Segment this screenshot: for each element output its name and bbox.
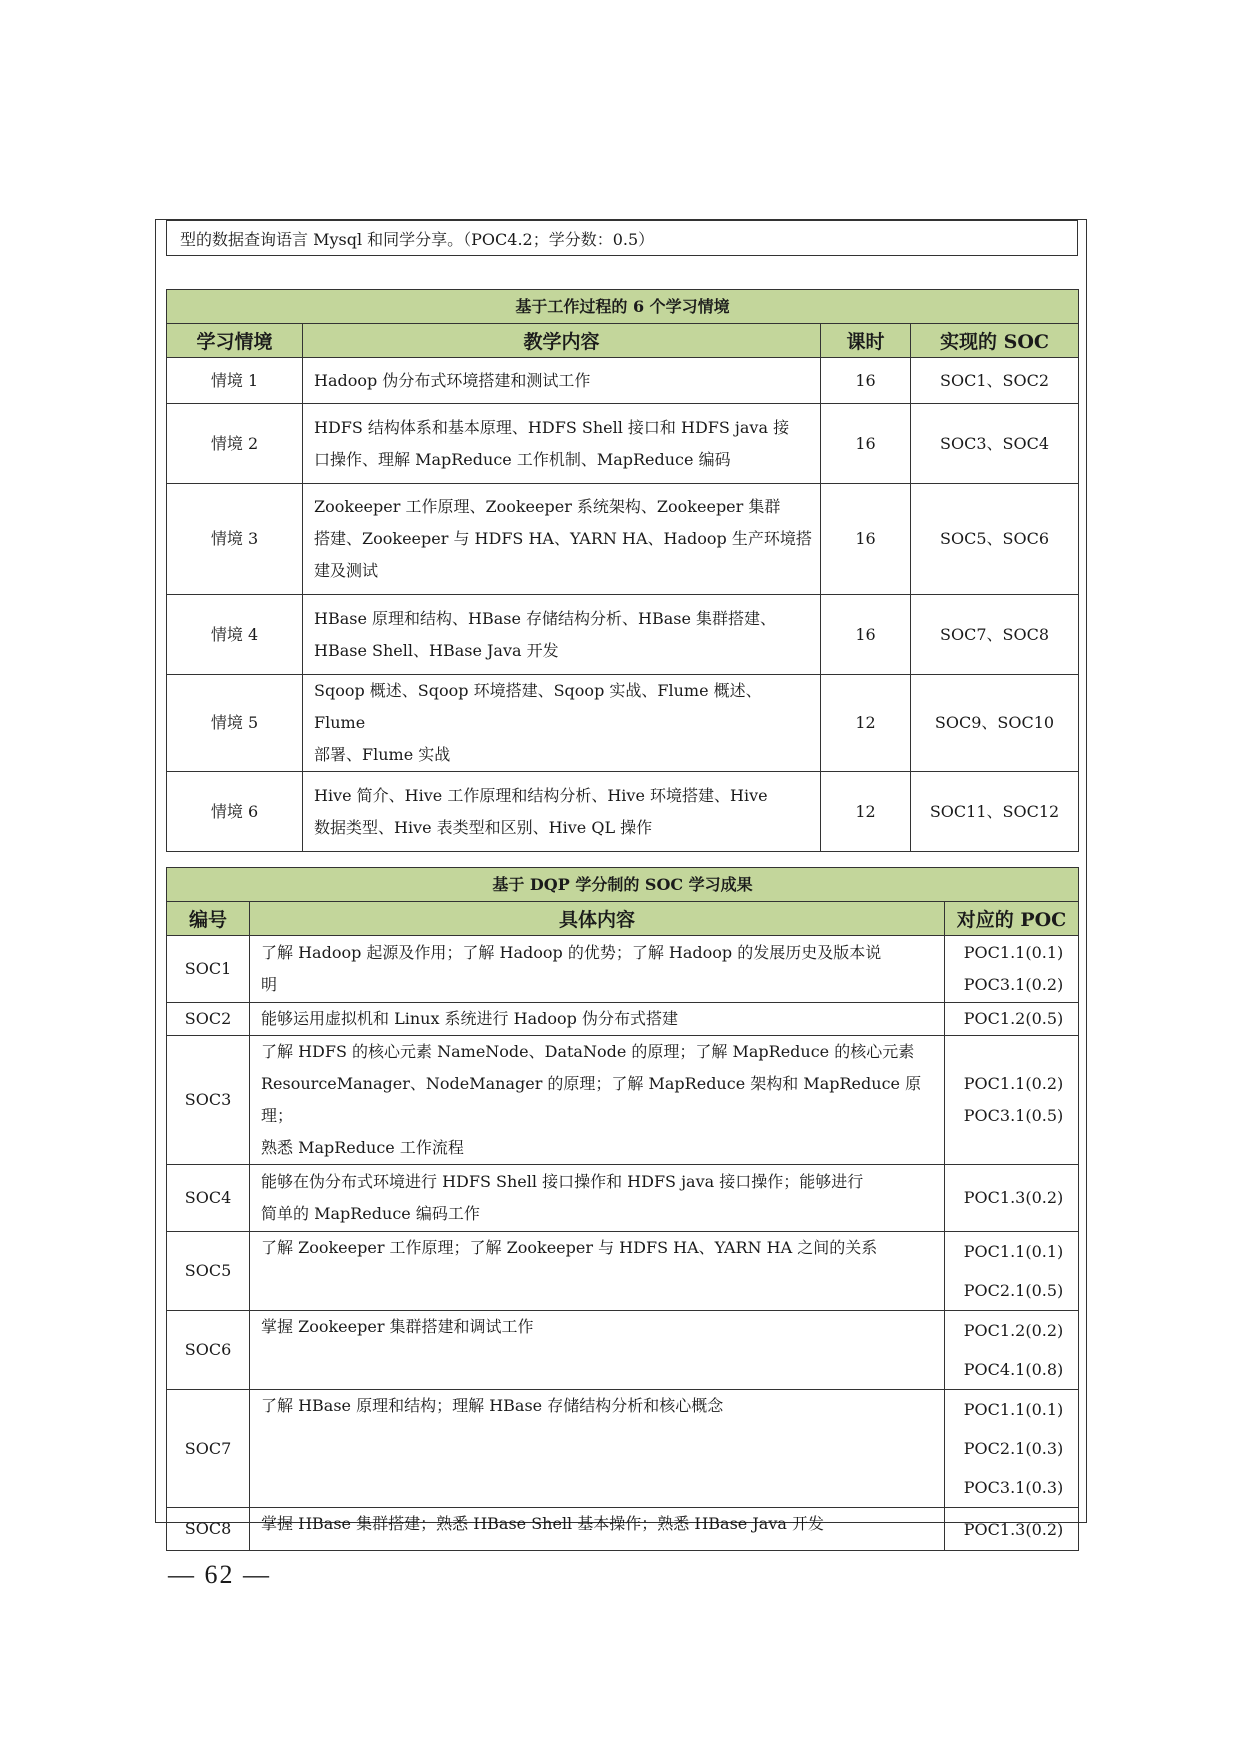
soc-cell: SOC9、SOC10 — [911, 675, 1079, 772]
poc-line: POC3.1(0.2) — [963, 975, 1064, 994]
poc-line: POC3.1(0.3) — [963, 1478, 1064, 1497]
soc-cell: SOC3、SOC4 — [911, 404, 1079, 484]
content-line: 部署、Flume 实战 — [314, 745, 451, 764]
poc-line: POC2.1(0.5) — [963, 1281, 1064, 1300]
soc-id-cell: SOC1 — [167, 936, 250, 1003]
soc-id-cell: SOC6 — [167, 1311, 250, 1390]
poc-cell — [945, 1232, 1079, 1311]
content-line: 搭建、Zookeeper 与 HDFS HA、YARN HA、Hadoop 生产环境搭 — [314, 529, 812, 548]
poc-line: POC1.3(0.2) — [963, 1188, 1064, 1207]
soc-id-cell: SOC4 — [167, 1165, 250, 1232]
content-cell — [250, 1390, 945, 1508]
soc-cell: SOC7、SOC8 — [911, 595, 1079, 675]
content-line: 建及测试 — [314, 561, 379, 580]
poc-cell — [945, 936, 1079, 1003]
content-cell — [303, 358, 821, 404]
soc-cell: SOC1、SOC2 — [911, 358, 1079, 404]
table-row — [167, 1508, 1079, 1551]
content-line: 熟悉 MapReduce 工作流程 — [261, 1138, 464, 1157]
table1-title: 基于工作过程的 6 个学习情境 — [167, 290, 1079, 324]
content-line: 能够运用虚拟机和 Linux 系统进行 Hadoop 伪分布式搭建 — [261, 1009, 678, 1028]
poc-cell — [945, 1003, 1079, 1036]
situation-cell: 情境 6 — [167, 772, 303, 852]
table-row — [167, 404, 1079, 484]
table-row — [167, 1311, 1079, 1390]
table-row — [167, 595, 1079, 675]
page-number: — 62 — — [168, 1560, 271, 1589]
poc-line: POC3.1(0.5) — [963, 1106, 1064, 1125]
continuation-box — [166, 220, 1078, 256]
table-row — [167, 1165, 1079, 1232]
content-line: 简单的 MapReduce 编码工作 — [261, 1204, 480, 1223]
content-cell — [250, 1036, 945, 1165]
poc-line: POC1.1(0.1) — [963, 1400, 1064, 1419]
table-row — [167, 1036, 1079, 1165]
soc-id-cell: SOC8 — [167, 1508, 250, 1551]
content-line: 掌握 Zookeeper 集群搭建和调试工作 — [261, 1317, 534, 1336]
soc-cell: SOC11、SOC12 — [911, 772, 1079, 852]
content-line: ResourceManager、NodeManager 的原理；了解 MapReduce 架构和 MapReduce 原理； — [261, 1074, 922, 1125]
content-line: Hadoop 伪分布式环境搭建和测试工作 — [314, 370, 591, 390]
content-line: 了解 HDFS 的核心元素 NameNode、DataNode 的原理；了解 MapReduce 的核心元素 — [261, 1042, 915, 1061]
situation-cell: 情境 2 — [167, 404, 303, 484]
poc-cell — [945, 1036, 1079, 1165]
content-line: Hive 简介、Hive 工作原理和结构分析、Hive 环境搭建、Hive — [314, 785, 768, 805]
poc-line: POC1.1(0.2) — [963, 1074, 1064, 1093]
content-cell — [250, 1165, 945, 1232]
situation-cell: 情境 5 — [167, 675, 303, 772]
content-line: 了解 Hadoop 起源及作用；了解 Hadoop 的优势；了解 Hadoop 的发展历史及版本说 — [261, 943, 882, 962]
content-cell — [303, 595, 821, 675]
hours-cell: 12 — [821, 772, 911, 852]
poc-line: POC4.1(0.8) — [963, 1360, 1064, 1379]
content-line: HDFS 结构体系和基本原理、HDFS Shell 接口和 HDFS java 接 — [314, 417, 790, 437]
content-line: HBase 原理和结构、HBase 存储结构分析、HBase 集群搭建、 — [314, 608, 777, 628]
content-cell — [303, 772, 821, 852]
hours-cell: 16 — [821, 404, 911, 484]
table1-header-content: 教学内容 — [303, 324, 821, 358]
table-row — [167, 1232, 1079, 1311]
content-cell — [303, 404, 821, 484]
content-line: Zookeeper 工作原理、Zookeeper 系统架构、Zookeeper 集群 — [314, 497, 781, 516]
poc-line: POC1.1(0.1) — [963, 943, 1064, 962]
content-line: 口操作、理解 MapReduce 工作机制、MapReduce 编码 — [314, 449, 731, 469]
content-line: HBase Shell、HBase Java 开发 — [314, 640, 559, 660]
table-row — [167, 484, 1079, 595]
table-row — [167, 675, 1079, 772]
content-line: 能够在伪分布式环境进行 HDFS Shell 接口操作和 HDFS java 接口操作；能够进行 — [261, 1172, 864, 1191]
table2-title: 基于 DQP 学分制的 SOC 学习成果 — [167, 868, 1079, 902]
content-cell — [303, 675, 821, 772]
content-line: 数据类型、Hive 表类型和区别、Hive QL 操作 — [314, 817, 653, 837]
table1-header-hours: 课时 — [821, 324, 911, 358]
situation-cell: 情境 3 — [167, 484, 303, 595]
table-row — [167, 358, 1079, 404]
poc-line: POC1.2(0.2) — [963, 1321, 1064, 1340]
learning-situations-table — [166, 289, 1079, 852]
table-row — [167, 772, 1079, 852]
content-cell — [250, 1508, 945, 1551]
hours-cell: 16 — [821, 358, 911, 404]
content-cell — [250, 936, 945, 1003]
hours-cell: 16 — [821, 595, 911, 675]
soc-id-cell: SOC5 — [167, 1232, 250, 1311]
continuation-text: 型的数据查询语言 Mysql 和同学分享。（POC4.2；学分数：0.5） — [167, 221, 1078, 256]
soc-outcomes-table — [166, 867, 1079, 1551]
poc-line: POC1.3(0.2) — [963, 1519, 1064, 1539]
table-row — [167, 1390, 1079, 1508]
content-line: 掌握 HBase 集群搭建；熟悉 HBase Shell 基本操作；熟悉 HBase Java 开发 — [261, 1514, 824, 1533]
content-line: Sqoop 概述、Sqoop 环境搭建、Sqoop 实战、Flume 概述、Flume — [314, 681, 762, 732]
table1-header-soc: 实现的 SOC — [911, 324, 1079, 358]
soc-id-cell: SOC2 — [167, 1003, 250, 1036]
poc-cell — [945, 1508, 1079, 1551]
content-line: 了解 Zookeeper 工作原理；了解 Zookeeper 与 HDFS HA、YARN HA 之间的关系 — [261, 1238, 878, 1257]
content-cell — [250, 1311, 945, 1390]
poc-cell — [945, 1165, 1079, 1232]
content-cell — [250, 1232, 945, 1311]
content-cell — [303, 484, 821, 595]
hours-cell: 12 — [821, 675, 911, 772]
poc-cell — [945, 1390, 1079, 1508]
content-cell — [250, 1003, 945, 1036]
hours-cell: 16 — [821, 484, 911, 595]
poc-line: POC1.1(0.1) — [963, 1242, 1064, 1261]
table2-header-content: 具体内容 — [250, 902, 945, 936]
poc-line: POC2.1(0.3) — [963, 1439, 1064, 1458]
table2-header-id: 编号 — [167, 902, 250, 936]
table2-header-poc: 对应的 POC — [945, 902, 1079, 936]
soc-cell: SOC5、SOC6 — [911, 484, 1079, 595]
table-row — [167, 1003, 1079, 1036]
soc-id-cell: SOC7 — [167, 1390, 250, 1508]
poc-line: POC1.2(0.5) — [963, 1009, 1064, 1028]
table1-header-situation: 学习情境 — [167, 324, 303, 358]
poc-cell — [945, 1311, 1079, 1390]
table-row — [167, 936, 1079, 1003]
situation-cell: 情境 1 — [167, 358, 303, 404]
situation-cell: 情境 4 — [167, 595, 303, 675]
content-line: 了解 HBase 原理和结构；理解 HBase 存储结构分析和核心概念 — [261, 1396, 724, 1415]
soc-id-cell: SOC3 — [167, 1036, 250, 1165]
content-line: 明 — [261, 975, 278, 994]
